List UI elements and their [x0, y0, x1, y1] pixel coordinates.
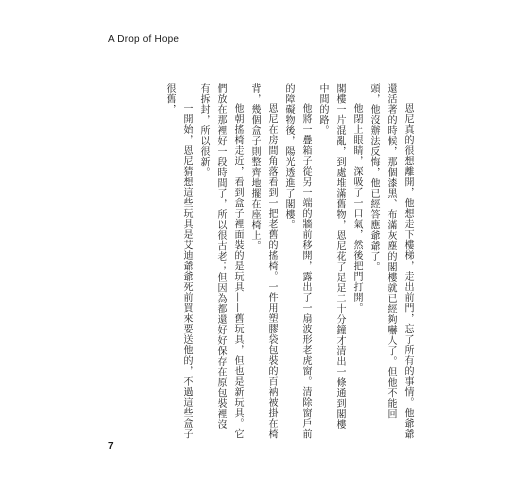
page-number: 7: [108, 441, 114, 452]
paragraph: 他閉上眼睛，深吸了一口氣，然後把門打開。: [351, 103, 362, 313]
paragraph: 他將一疊箱子從另一端的牆前移開，露出了一扇波形老虎窗。清除窗戶前的障礙物後，陽光透進了閣樓。: [283, 83, 311, 439]
running-title: A Drop of Hope: [108, 34, 180, 45]
paragraph: 恩尼真的很想離開，他想走下樓梯，走出前門，忘了所有的事情。他爺爺還活著的時候，那個漆黑、布滿灰塵的閣樓就已經夠嚇人了。但他不能回頭，他沒辦法反悔，他已經答應爺爺了。: [368, 83, 413, 439]
paragraph: 他朝搖椅走近，看到盒子裡面裝的是玩具——舊玩具，但也是新玩具。它們放在那裡好一段時間了，所以很古老；但因為都還好好保存在原包裝裡沒有拆封，所以很新。: [198, 83, 243, 439]
paragraph: 一開始，恩尼猜想這些玩具是艾迪爺爺死前買來要送他的，不過這些盒子很舊，: [164, 83, 192, 439]
body-text: [126, 83, 416, 439]
paragraph: 閣樓一片混亂，到處堆滿舊物，恩尼花了足足二十分鐘才清出一條通到閣樓中間的路。: [317, 83, 345, 430]
paragraph: 恩尼在房間角落看到一把老舊的搖椅。一件用塑膠袋包裝的百衲被掛在椅背，幾個盒子則整齊地擺在座椅上。: [249, 83, 277, 439]
